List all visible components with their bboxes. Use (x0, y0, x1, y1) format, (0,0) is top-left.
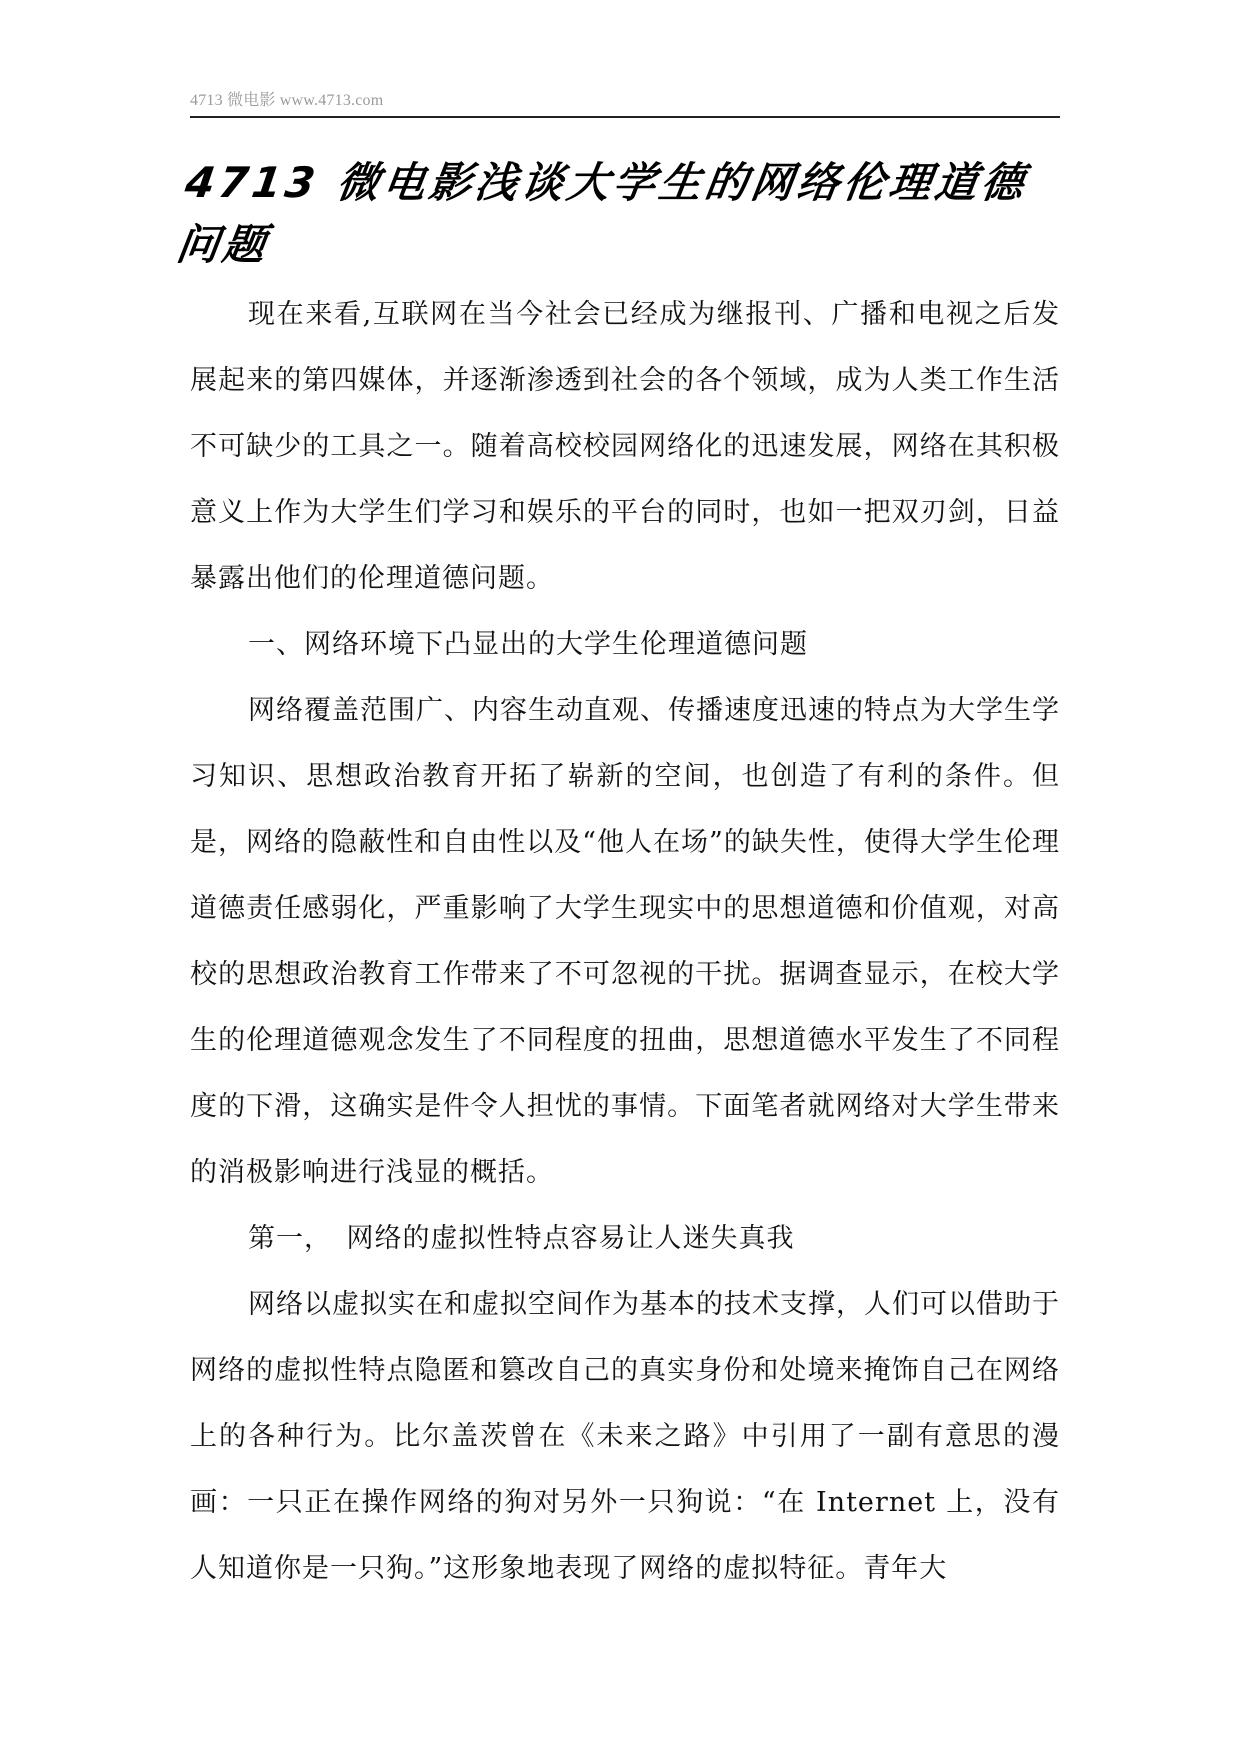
document-body (190, 282, 1060, 1602)
paragraph-subsection-1: 网络以虚拟实在和虚拟空间作为基本的技术支撑，人们可以借助于网络的虚拟性特点隐匿和篡改自己的真实身份和处境来掩饰自己在网络上的各种行为。比尔盖茨曾在《未来之路》中引用了一副有意思的漫画：一只正在操作网络的狗对另外一只狗说：“在 Internet 上，没有人知道你是一只狗。”这形象地表现了网络的虚拟特征。青年大 (190, 1289, 1060, 1584)
section-heading-1: 一、网络环境下凸显出的大学生伦理道德问题 (248, 629, 808, 660)
header-text: 4713 微电影 www.4713.com (190, 92, 384, 109)
page-header (190, 90, 1060, 118)
paragraph-intro: 现在来看,互联网在当今社会已经成为继报刊、广播和电视之后发展起来的第四媒体，并逐渐渗透到社会的各个领域，成为人类工作生活不可缺少的工具之一。随着高校校园网络化的迅速发展，网络在其积极意义上作为大学生们学习和娱乐的平台的同时，也如一把双刃剑，日益暴露出他们的伦理道德问题。 (190, 299, 1060, 594)
document-title: 4713 微电影浅谈大学生的网络伦理道德问题 (173, 158, 1031, 269)
subsection-heading-1: 第一， 网络的虚拟性特点容易让人迷失真我 (248, 1223, 795, 1254)
paragraph-section-1: 网络覆盖范围广、内容生动直观、传播速度迅速的特点为大学生学习知识、思想政治教育开拓了崭新的空间，也创造了有利的条件。但是，网络的隐蔽性和自由性以及“他人在场”的缺失性，使得大学生伦理道德责任感弱化，严重影响了大学生现实中的思想道德和价值观，对高校的思想政治教育工作带来了不可忽视的干扰。据调查显示，在校大学生的伦理道德观念发生了不同程度的扭曲，思想道德水平发生了不同程度的下滑，这确实是件令人担忧的事情。下面笔者就网络对大学生带来的消极影响进行浅显的概括。 (190, 695, 1060, 1188)
